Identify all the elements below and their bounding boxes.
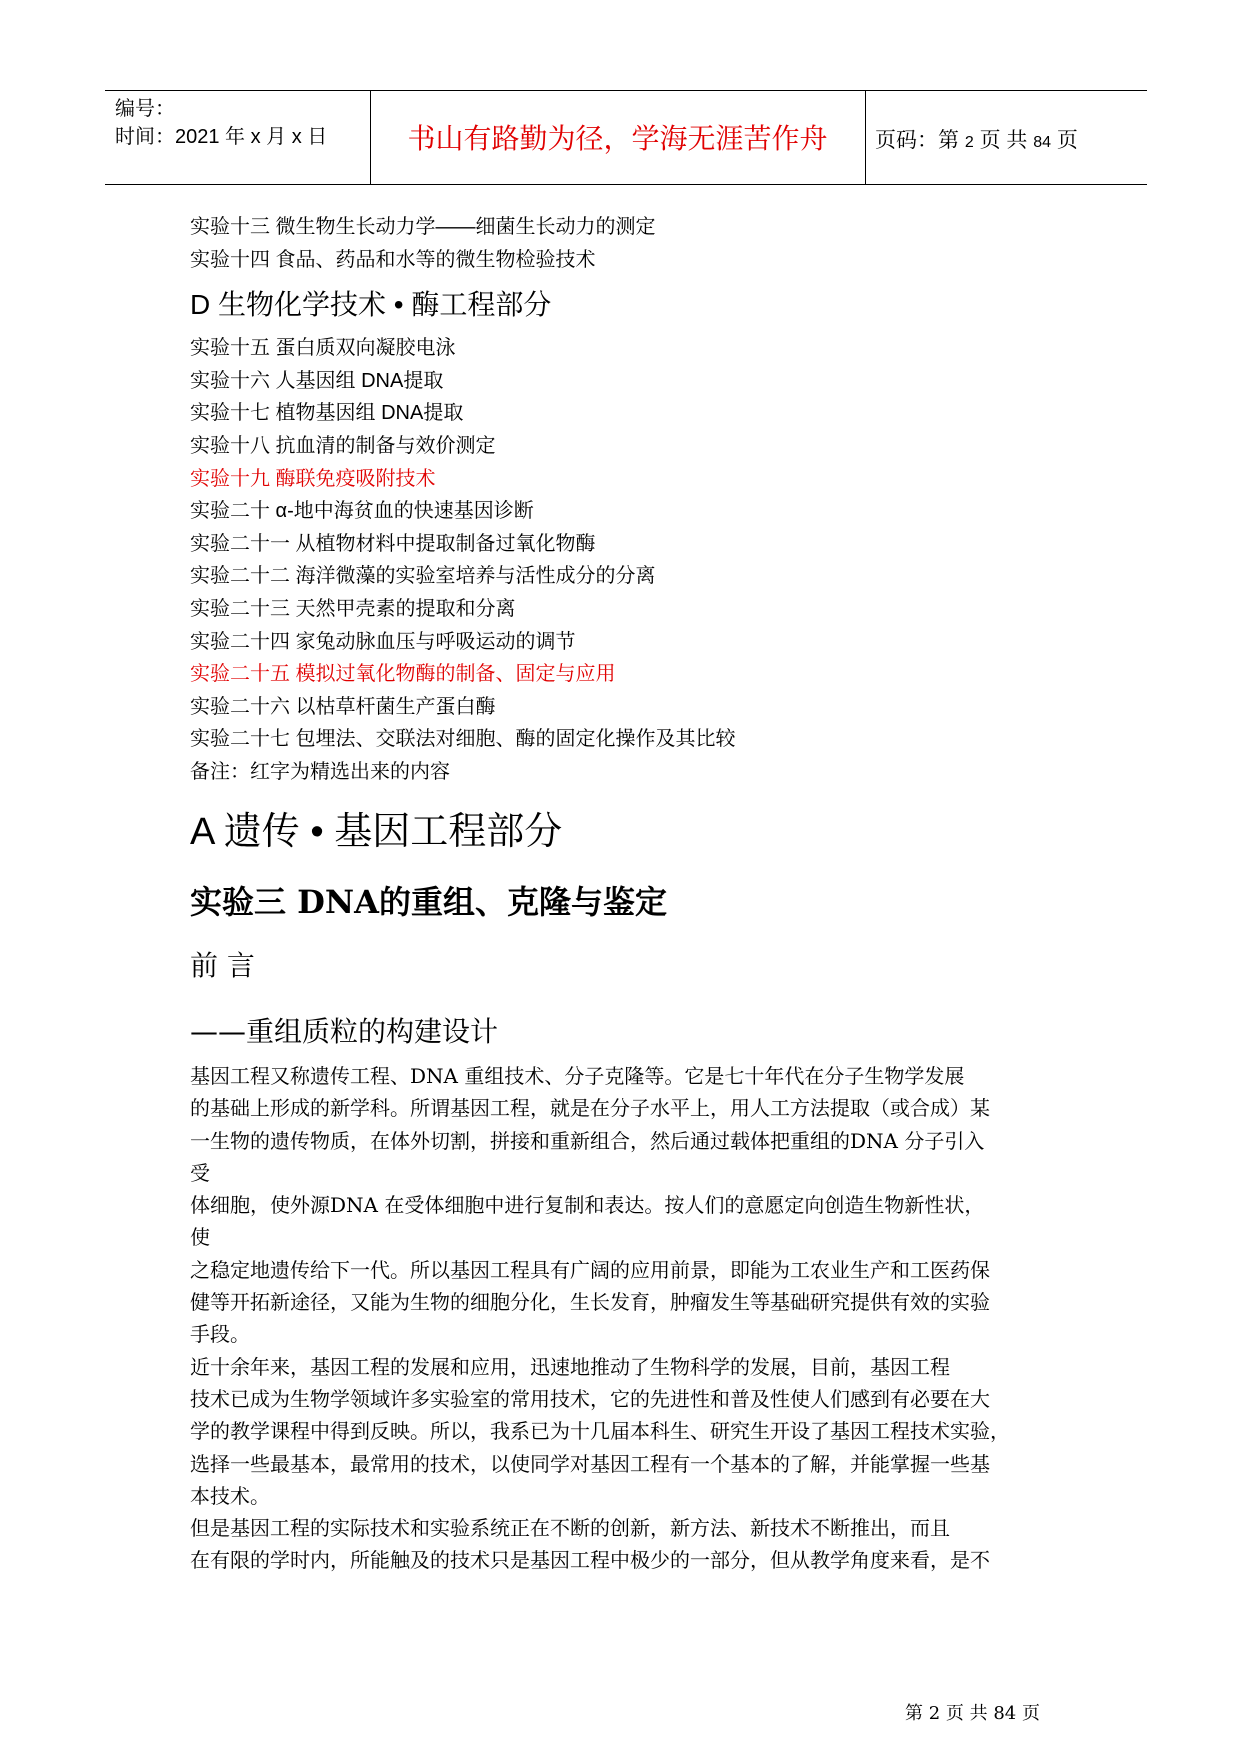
- header-motto: 书山有路勤为径，学海无涯苦作舟: [407, 122, 828, 155]
- toc-item: 备注：红字为精选出来的内容: [190, 760, 450, 783]
- body-line: 基因工程又称遗传工程、DNA 重组技术、分子克隆等。它是七十年代在分子生物学发展: [190, 1064, 965, 1088]
- toc-item: 实验十六 人基因组 DNA提取: [190, 369, 444, 392]
- toc-item: 实验二十七 包埋法、交联法对细胞、酶的固定化操作及其比较: [190, 728, 736, 751]
- page-mid: 页 共: [979, 129, 1028, 152]
- header-meta: [115, 95, 327, 151]
- time-label: 时间：2021 年 x 月 x 日: [115, 126, 328, 148]
- body-line: 本技术。: [190, 1483, 270, 1508]
- body-line: 学的教学课程中得到反映。所以，我系已为十几届本科生、研究生开设了基因工程技术实验，: [190, 1419, 1010, 1444]
- toc-item: 实验十九 酶联免疫吸附技术: [190, 467, 436, 490]
- body-line: 健等开拓新途径，又能为生物的细胞分化，生长发育，肿瘤发生等基础研究提供有效的实验: [190, 1290, 990, 1315]
- body-line: 受: [190, 1160, 210, 1185]
- toc-list-after: [190, 332, 1090, 788]
- number-label: 编号：: [115, 98, 175, 120]
- header-page-number: [875, 124, 1078, 154]
- toc-list-before: [190, 211, 1090, 276]
- toc-item: 实验二十四 家兔动脉血压与呼吸运动的调节: [190, 630, 576, 653]
- toc-item: 实验十八 抗血清的制备与效价测定: [190, 434, 496, 457]
- body-line: 但是基因工程的实际技术和实验系统正在不断的创新，新方法、新技术不断推出，而且: [190, 1516, 950, 1541]
- body-paragraphs: [190, 1060, 1070, 1577]
- preface-heading: 前 言: [190, 949, 255, 982]
- body-line: 体细胞，使外源DNA 在受体细胞中进行复制和表达。按人们的意愿定向创造生物新性状，: [190, 1193, 985, 1218]
- body-line: 的基础上形成的新学科。所谓基因工程，就是在分子水平上，用人工方法提取（或合成）某: [190, 1096, 990, 1121]
- toc-item: 实验二十五 模拟过氧化物酶的制备、固定与应用: [190, 663, 616, 686]
- toc-item: 实验二十六 以枯草杆菌生产蛋白酶: [190, 695, 496, 718]
- preface-subtitle: ——重组质粒的构建设计: [190, 1015, 499, 1048]
- body-line: 近十余年来，基因工程的发展和应用，迅速地推动了生物科学的发展，目前，基因工程: [190, 1354, 950, 1379]
- page-prefix: 页码：第: [875, 129, 959, 152]
- page-num: 2: [964, 134, 974, 151]
- body-line: 选择一些最基本，最常用的技术，以使同学对基因工程有一个基本的了解，并能掌握一些基: [190, 1451, 990, 1476]
- page-header: [105, 90, 1147, 185]
- toc-item: 实验十五 蛋白质双向凝胶电泳: [190, 337, 456, 360]
- toc-item: 实验十三 微生物生长动力学——细菌生长动力的测定: [190, 216, 656, 238]
- body-line: 之稳定地遗传给下一代。所以基因工程具有广阔的应用前景，即能为工农业生产和工医药保: [190, 1257, 990, 1282]
- page-total: 84: [1033, 134, 1052, 151]
- toc-item: 实验二十 α-地中海贫血的快速基因诊断: [190, 500, 534, 523]
- table-of-contents: [190, 211, 1090, 789]
- body-line: 手段。: [190, 1322, 250, 1347]
- body-line: 使: [190, 1225, 210, 1250]
- page-suffix: 页: [1056, 129, 1078, 152]
- section-a-heading: A 遗传 • 基因工程部分: [190, 811, 563, 853]
- page-footer: 第 2 页 共 84 页: [905, 1703, 1040, 1724]
- toc-item: 实验二十三 天然甲壳素的提取和分离: [190, 597, 516, 620]
- header-divider-right: [865, 91, 866, 184]
- toc-item: 实验二十二 海洋微藻的实验室培养与活性成分的分离: [190, 565, 656, 588]
- experiment-title: 实验三 DNA的重组、克隆与鉴定: [190, 883, 667, 921]
- body-line: 一生物的遗传物质，在体外切割，拼接和重新组合，然后通过载体把重组的DNA 分子引入: [190, 1128, 985, 1153]
- toc-section-d: D 生物化学技术 • 酶工程部分: [190, 289, 552, 321]
- body-line: 技术已成为生物学领域许多实验室的常用技术，它的先进性和普及性使人们感到有必要在大: [190, 1386, 990, 1411]
- body-line: 在有限的学时内，所能触及的技术只是基因工程中极少的一部分，但从教学角度来看，是不: [190, 1548, 990, 1573]
- toc-item: 实验十四 食品、药品和水等的微生物检验技术: [190, 248, 596, 271]
- toc-item: 实验十七 植物基因组 DNA提取: [190, 402, 464, 425]
- toc-item: 实验二十一 从植物材料中提取制备过氧化物酶: [190, 532, 596, 555]
